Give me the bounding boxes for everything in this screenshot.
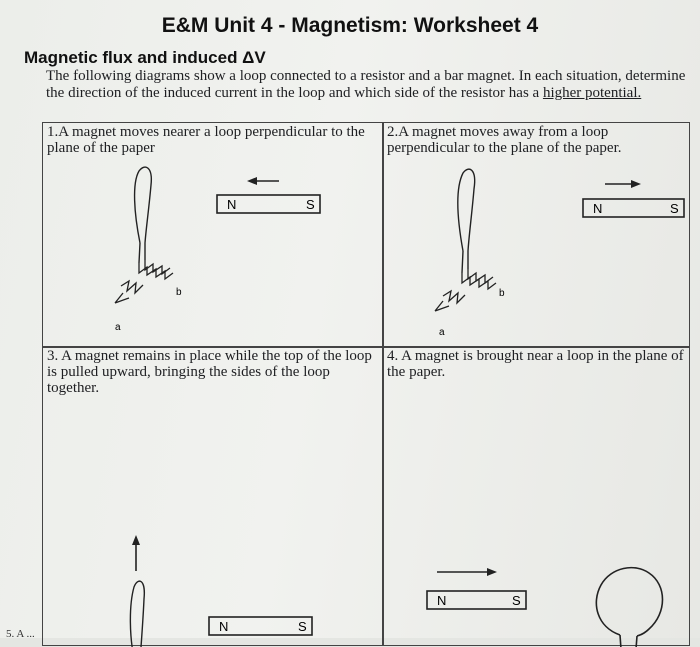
problem-grid	[42, 122, 690, 642]
label-b: b	[176, 287, 182, 298]
problem-3-text: 3. A magnet remains in place while the top of the loop is pulled upward, bringing the sides of the loop together.	[47, 348, 372, 396]
motion-arrow-right	[437, 568, 497, 576]
problem-1-text: 1.A magnet moves nearer a loop perpendicular to the plane of the paper	[47, 124, 365, 156]
bar-magnet	[427, 591, 526, 609]
resistor	[115, 260, 173, 303]
motion-arrow-right	[605, 180, 641, 188]
problem-4-diagram	[383, 347, 691, 647]
magnet-south-label: S	[298, 619, 307, 634]
instructions-text: The following diagrams show a loop connected to a resistor and a bar magnet. In each situation, determine the direction of the induced current in the loop and which side of the resistor has a	[46, 68, 686, 101]
problem-1-diagram	[43, 123, 385, 349]
resistor	[435, 269, 496, 311]
bar-magnet	[217, 195, 320, 213]
magnet-south-label: S	[306, 197, 315, 212]
section-heading: Magnetic flux and induced ΔV	[24, 48, 266, 67]
magnet-north-label: N	[437, 593, 447, 608]
loop-edge-on	[458, 169, 475, 273]
loop-edge-on	[130, 581, 144, 647]
instructions	[46, 68, 696, 102]
problem-3-cell	[42, 346, 384, 646]
magnet-south-label: S	[670, 201, 679, 216]
problem-2-diagram	[383, 123, 691, 349]
magnet-south-label: S	[512, 593, 521, 608]
motion-arrow-left	[247, 177, 279, 185]
label-a: a	[115, 322, 121, 333]
problem-1-cell	[42, 122, 384, 348]
pull-arrow-up	[132, 535, 140, 571]
instructions-end: higher potential.	[542, 85, 642, 101]
magnet-north-label: N	[227, 197, 237, 212]
circular-loop	[596, 568, 662, 647]
bar-magnet	[583, 199, 684, 217]
problem-4-text: 4. A magnet is brought near a loop in the plane of the paper.	[387, 348, 684, 380]
label-b: b	[499, 288, 505, 299]
label-a: a	[439, 327, 445, 338]
magnet-north-label: N	[219, 619, 229, 634]
worksheet-title: E&M Unit 4 - Magnetism: Worksheet 4	[161, 14, 539, 37]
bar-magnet	[209, 617, 312, 635]
problem-3-diagram	[43, 347, 385, 647]
loop-edge-on	[135, 167, 152, 263]
next-problem-fragment: 5. A ...	[6, 628, 35, 640]
problem-2-text: 2.A magnet moves away from a loop perpendicular to the plane of the paper.	[387, 124, 622, 156]
problem-2-cell	[382, 122, 690, 348]
magnet-north-label: N	[593, 201, 603, 216]
problem-4-cell	[382, 346, 690, 646]
